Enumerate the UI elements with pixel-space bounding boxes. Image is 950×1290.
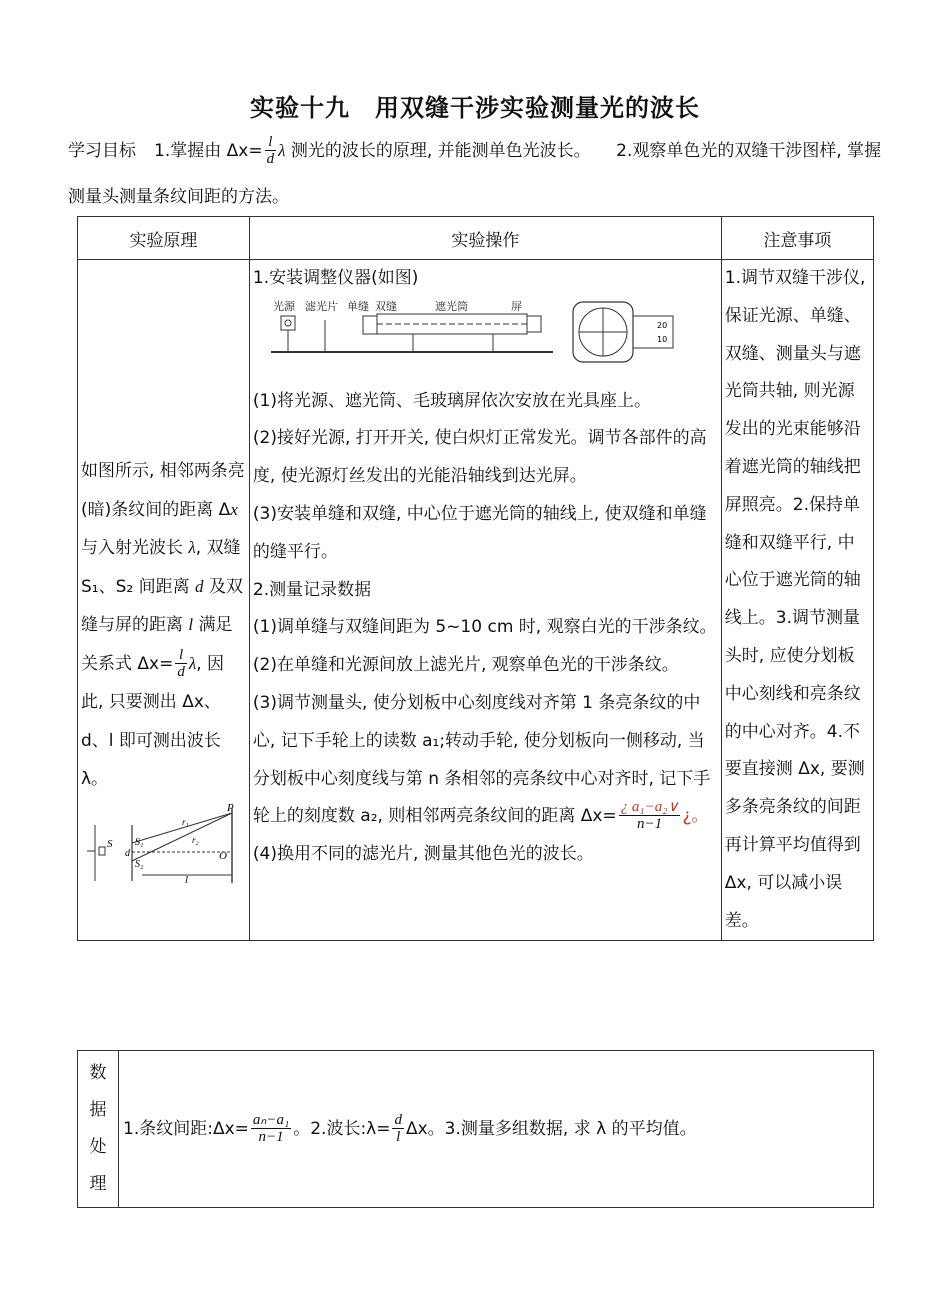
label-filter: 滤光片 — [304, 299, 338, 313]
data-processing-table — [77, 1050, 874, 1208]
op-q1: (1)调单缝与双缝间距为 5~10 cm 时, 观察白光的干涉条纹。 — [252, 617, 717, 638]
label-screen: 屏 — [510, 299, 522, 313]
q3-tail: ¿。 — [682, 806, 709, 827]
f1-num: aₙ−a₁ — [252, 1112, 290, 1128]
page-title: 实验十九 用双缝干涉实验测量光的波长 — [250, 94, 700, 122]
label-S2: S₂ — [135, 858, 144, 870]
op-q4: (4)换用不同的滤光片, 测量其他色光的波长。 — [252, 844, 594, 865]
op-p2: (2)接好光源, 打开开关, 使白炽灯正常发光。调节各部件的高度, 使光源灯丝发出的光能沿轴线到达光屏。 — [252, 428, 707, 487]
principle-fraction: $\frac{l}{d}$ — [177, 646, 185, 680]
data-content — [119, 1051, 874, 1208]
label-P: P — [227, 802, 234, 814]
data-p1: 1.条纹间距:Δx= — [123, 1119, 249, 1139]
op-q3-text: (3)调节测量头, 使分划板中心刻度线对齐第 1 条亮条纹的中心, 记下手轮上的读数 a₁;转动手轮, 使分划板向一侧移动, 当分划板中心刻度线与第 n 条相邻的亮条纹中心对齐时, 记下手轮上的刻度数 a₂, 则相邻两亮条纹间的距离 Δx= — [252, 692, 711, 827]
principle-text-1: 如图所示, 相邻两条亮(暗)条纹间的距离 Δ — [81, 461, 245, 520]
q3-den: n−1 — [619, 815, 681, 832]
op-step1: 1.安装调整仪器(如图) — [252, 268, 419, 288]
principle-text-4: 及双缝与屏的距离 — [81, 576, 243, 636]
data-label-2: 据 — [89, 1100, 107, 1120]
op-p1: (1)将光源、遮光筒、毛玻璃屏依次安放在光具座上。 — [252, 390, 651, 411]
operation-cell — [249, 260, 721, 941]
data-label-1: 数 — [89, 1063, 107, 1083]
data-label-4: 理 — [89, 1174, 107, 1194]
data-label — [78, 1051, 119, 1208]
header-notes: 注意事项 — [721, 217, 873, 260]
label-double-slit: 双缝 — [374, 299, 397, 313]
principle-text-2: 与入射光波长 — [81, 538, 183, 559]
notes-cell — [721, 260, 873, 941]
label-light-source: 光源 — [272, 299, 295, 313]
label-l: l — [185, 873, 189, 886]
principle-cell: 如图所示, 相邻两条亮(暗)条纹间的距离 Δx 与入射光波长 λ, 双缝 S₁、S₂ 间距离 d 及双缝与屏的距离 l 满足关系式 Δx= $\frac{l}{d}$ λ, 因此, 只要测出 Δx、d、l 即可测出波长 λ。 P r₁ r₂ S S₁ S₂ d O l — [78, 260, 250, 941]
principle-text-5: 满足关系式 Δx= — [81, 615, 233, 674]
scale-10: 10 — [656, 334, 668, 344]
label-single-slit: 单缝 — [346, 299, 369, 313]
label-r1: r₁ — [182, 816, 189, 827]
label-S: S — [107, 837, 113, 850]
notes-text: 1.调节双缝干涉仪, 保证光源、单缝、双缝、测量头与遮光筒共轴, 则光源发出的光束能够沿着遮光筒的轴线把屏照亮。2.保持单缝和双缝平行, 中心位于遮光筒的轴线上。3.调节测量头时, 应使分划板中心刻线和亮条纹的中心对齐。4.不要直接测 Δx, 要测多条亮条纹的间距再计算平均值得到 Δx, 可以减小误差。 — [724, 268, 866, 931]
goal-p2: 2.观察单色光的双缝干涉图样, 掌握测量头测量条纹间距的方法。 — [68, 141, 882, 207]
apparatus-diagram — [253, 298, 693, 368]
f2-num: d — [394, 1112, 402, 1128]
q3-num: ¿ a₁−a₂∨ — [620, 799, 679, 816]
data-fraction-1 — [251, 1113, 291, 1145]
q3-fraction — [619, 800, 681, 832]
data-fraction-2 — [392, 1113, 404, 1145]
label-S1: S₁ — [135, 836, 144, 848]
header-operation: 实验操作 — [249, 217, 721, 260]
op-step2: 2.测量记录数据 — [252, 579, 372, 600]
data-p3: Δx。3.测量多组数据, 求 λ 的平均值。 — [405, 1119, 697, 1139]
label-d: d — [125, 847, 130, 859]
double-slit-diagram — [87, 803, 237, 888]
learning-goals: 学习目标 1.掌握由 Δx= $\frac{l}{d}$ λ 测光的波长的原理, 并能测单色光波长。 2.观察单色光的双缝干涉图样, 掌握测量头测量条纹间距的方法。 — [68, 134, 882, 207]
op-q3 — [253, 685, 718, 836]
label-r2: r₂ — [192, 834, 199, 845]
experiment-table — [77, 216, 874, 941]
label-O: O — [219, 849, 227, 862]
scale-20: 20 — [656, 320, 668, 330]
f1-den: n−1 — [251, 1128, 291, 1145]
goal-p1-pre: 1.掌握由 Δx= — [154, 141, 263, 161]
principle-text-3: , 双缝 S₁、S₂ 间距离 — [81, 538, 241, 597]
op-p3: (3)安装单缝和双缝, 中心位于遮光筒的轴线上, 使双缝和单缝的缝平行。 — [252, 503, 707, 562]
formula-fraction: $\frac{l}{d}$ — [266, 134, 275, 167]
op-q2: (2)在单缝和光源间放上滤光片, 观察单色光的干涉条纹。 — [252, 655, 679, 676]
data-p2: 。2.波长:λ= — [293, 1119, 391, 1139]
f2-den: l — [392, 1128, 404, 1145]
goal-p1-post: 测光的波长的原理, 并能测单色光波长。 — [290, 141, 583, 161]
label-tube: 遮光筒 — [434, 299, 468, 313]
data-label-3: 处 — [89, 1137, 107, 1157]
goal-label: 学习目标 — [68, 141, 136, 161]
header-principle: 实验原理 — [78, 217, 250, 260]
principle-text-6: , 因此, 只要测出 Δx、d、l 即可测出波长 λ。 — [81, 653, 225, 790]
